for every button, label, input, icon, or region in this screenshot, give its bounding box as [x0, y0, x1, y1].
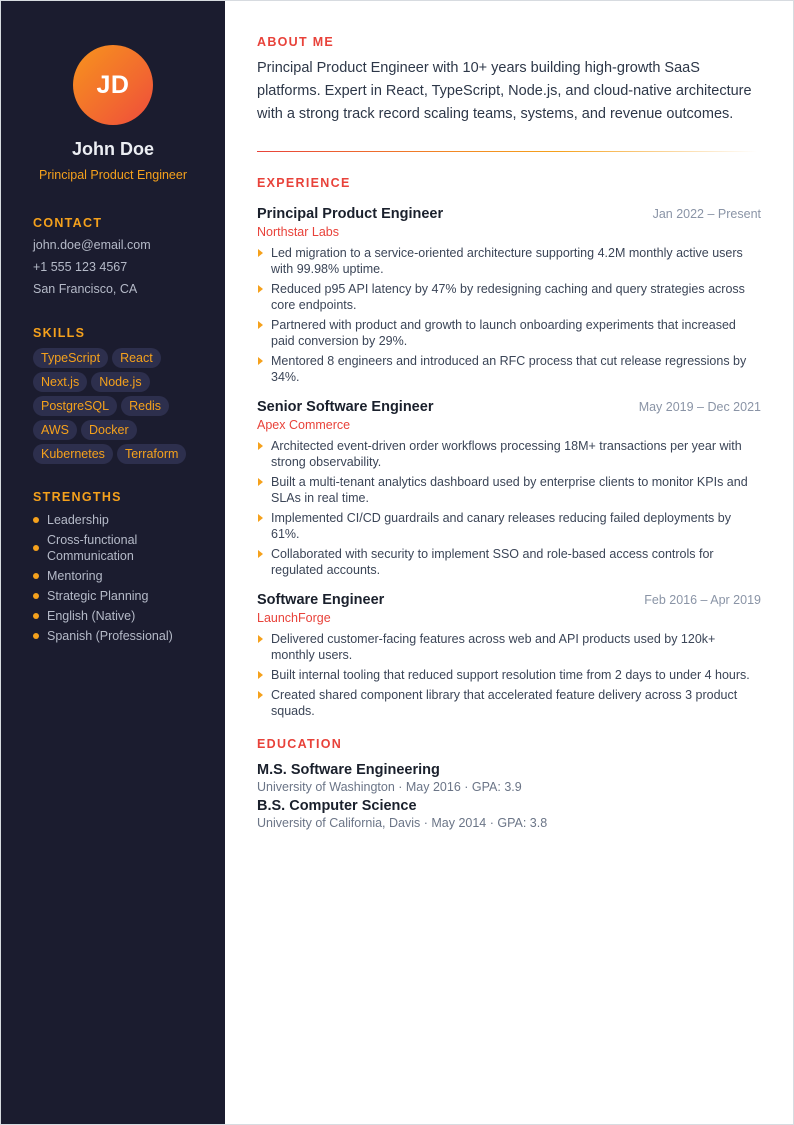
job-date: Jan 2022 – Present — [652, 207, 761, 221]
education-meta: University of California, Davis · May 2014 · GPA: 3.8 — [257, 816, 548, 830]
main-content — [225, 1, 793, 1124]
sidebar — [1, 1, 225, 1124]
triangle-bullet-icon — [258, 357, 263, 365]
bullet-text: Led migration to a service-oriented architecture supporting 4.2M monthly active users with 99.98% uptime. — [271, 246, 743, 276]
skill-chip: Docker — [81, 420, 137, 440]
job-bullet — [257, 631, 761, 663]
job-bullet — [257, 546, 761, 578]
strength-label: Spanish (Professional) — [47, 629, 173, 643]
job-entry — [257, 206, 761, 385]
job-title: Senior Software Engineer — [257, 399, 434, 415]
skill-chip: Kubernetes — [33, 444, 113, 464]
strength-item — [33, 568, 205, 584]
job-title: Software Engineer — [257, 592, 385, 608]
bullet-dot-icon — [33, 613, 39, 619]
job-bullet — [257, 281, 761, 313]
triangle-bullet-icon — [258, 550, 263, 558]
bullet-text: Collaborated with security to implement SSO and role-based access controls for regulated accounts. — [271, 547, 714, 577]
bullet-text: Created shared component library that accelerated feature delivery across 3 product squads. — [271, 688, 738, 718]
about-heading: ABOUT ME — [257, 35, 335, 49]
triangle-bullet-icon — [258, 635, 263, 643]
contact-location: San Francisco, CA — [33, 282, 138, 296]
bullet-dot-icon — [33, 573, 39, 579]
skill-chip: TypeScript — [33, 348, 108, 368]
job-bullet — [257, 474, 761, 506]
education-section — [257, 737, 761, 831]
job-date: Feb 2016 – Apr 2019 — [644, 593, 761, 607]
bullet-dot-icon — [33, 593, 39, 599]
job-bullet — [257, 353, 761, 385]
strength-item — [33, 628, 205, 644]
triangle-bullet-icon — [258, 514, 263, 522]
strengths-list — [33, 512, 205, 644]
skill-chip: React — [112, 348, 161, 368]
job-date: May 2019 – Dec 2021 — [638, 400, 761, 414]
bullet-text: Delivered customer-facing features across web and API products used by 120k+ monthly users. — [271, 632, 716, 662]
contact-phone[interactable]: +1 555 123 4567 — [33, 260, 128, 274]
contact-list — [33, 238, 205, 296]
skill-chip: Terraform — [117, 444, 186, 464]
job-bullet — [257, 245, 761, 277]
degree: B.S. Computer Science — [257, 798, 417, 814]
triangle-bullet-icon — [258, 442, 263, 450]
profile-name: John Doe — [71, 139, 154, 159]
bullet-text: Built internal tooling that reduced support resolution time from 2 days to under 4 hours. — [271, 668, 750, 682]
section-divider — [257, 151, 757, 152]
education-heading: EDUCATION — [257, 737, 343, 751]
education-entry — [257, 797, 761, 831]
job-bullets — [257, 438, 761, 578]
about-text: Principal Product Engineer with 10+ years building high-growth SaaS platforms. Expert in React, TypeScript, Node.js, and cloud-native architecture with a strong track record scaling teams, systems, and revenue outcomes. — [257, 60, 752, 122]
job-bullets — [257, 631, 761, 719]
experience-section — [257, 176, 761, 719]
degree: M.S. Software Engineering — [257, 762, 440, 778]
triangle-bullet-icon — [258, 691, 263, 699]
bullet-text: Mentored 8 engineers and introduced an RFC process that cut release regressions by 34%. — [271, 354, 747, 384]
skills-heading: SKILLS — [33, 326, 86, 340]
strength-label: Mentoring — [47, 569, 103, 583]
bullet-text: Architected event-driven order workflows processing 18M+ transactions per year with strong observability. — [271, 439, 742, 469]
bullet-text: Built a multi-tenant analytics dashboard used by enterprise clients to monitor KPIs and SLAs in real time. — [271, 475, 748, 505]
bullet-dot-icon — [33, 633, 39, 639]
triangle-bullet-icon — [258, 478, 263, 486]
avatar-initials: JD — [96, 70, 130, 99]
avatar — [73, 45, 153, 125]
strength-label: Strategic Planning — [47, 589, 149, 603]
job-bullet — [257, 438, 761, 470]
skill-chip: PostgreSQL — [33, 396, 117, 416]
job-bullet — [257, 510, 761, 542]
bullet-text: Implemented CI/CD guardrails and canary releases reducing failed deployments by 61%. — [271, 511, 731, 541]
education-meta: University of Washington · May 2016 · GPA: 3.9 — [257, 780, 522, 794]
strengths-heading: STRENGTHS — [33, 490, 122, 504]
skill-chip: Next.js — [33, 372, 87, 392]
job-bullet — [257, 667, 761, 683]
education-entry — [257, 761, 761, 795]
strength-item — [33, 532, 205, 564]
contact-heading: CONTACT — [33, 216, 103, 230]
bullet-text: Reduced p95 API latency by 47% by redesigning caching and query strategies across core endpoints. — [271, 282, 745, 312]
job-company: Apex Commerce — [257, 418, 351, 432]
triangle-bullet-icon — [258, 321, 263, 329]
job-title: Principal Product Engineer — [257, 206, 444, 222]
triangle-bullet-icon — [258, 285, 263, 293]
job-bullets — [257, 245, 761, 385]
about-section — [257, 35, 761, 126]
triangle-bullet-icon — [258, 671, 263, 679]
job-bullet — [257, 687, 761, 719]
profile-title: Principal Product Engineer — [39, 168, 187, 182]
strength-label: English (Native) — [47, 609, 136, 623]
skills-list — [33, 348, 208, 464]
strength-label: Cross-functional Communication — [47, 533, 138, 563]
strength-item — [33, 588, 205, 604]
job-bullet — [257, 317, 761, 349]
experience-heading: EXPERIENCE — [257, 176, 351, 190]
job-company: Northstar Labs — [257, 225, 339, 239]
bullet-dot-icon — [33, 517, 39, 523]
strength-label: Leadership — [47, 513, 109, 527]
strength-item — [33, 608, 205, 624]
skill-chip: Node.js — [91, 372, 149, 392]
job-entry — [257, 399, 761, 578]
bullet-dot-icon — [33, 545, 39, 551]
contact-email[interactable]: john.doe@email.com — [33, 238, 151, 252]
job-entry — [257, 592, 761, 719]
skill-chip: Redis — [121, 396, 169, 416]
skill-chip: AWS — [33, 420, 77, 440]
job-company: LaunchForge — [257, 611, 331, 625]
bullet-text: Partnered with product and growth to launch onboarding experiments that increased paid conversion by 29%. — [271, 318, 736, 348]
triangle-bullet-icon — [258, 249, 263, 257]
strength-item — [33, 512, 205, 528]
